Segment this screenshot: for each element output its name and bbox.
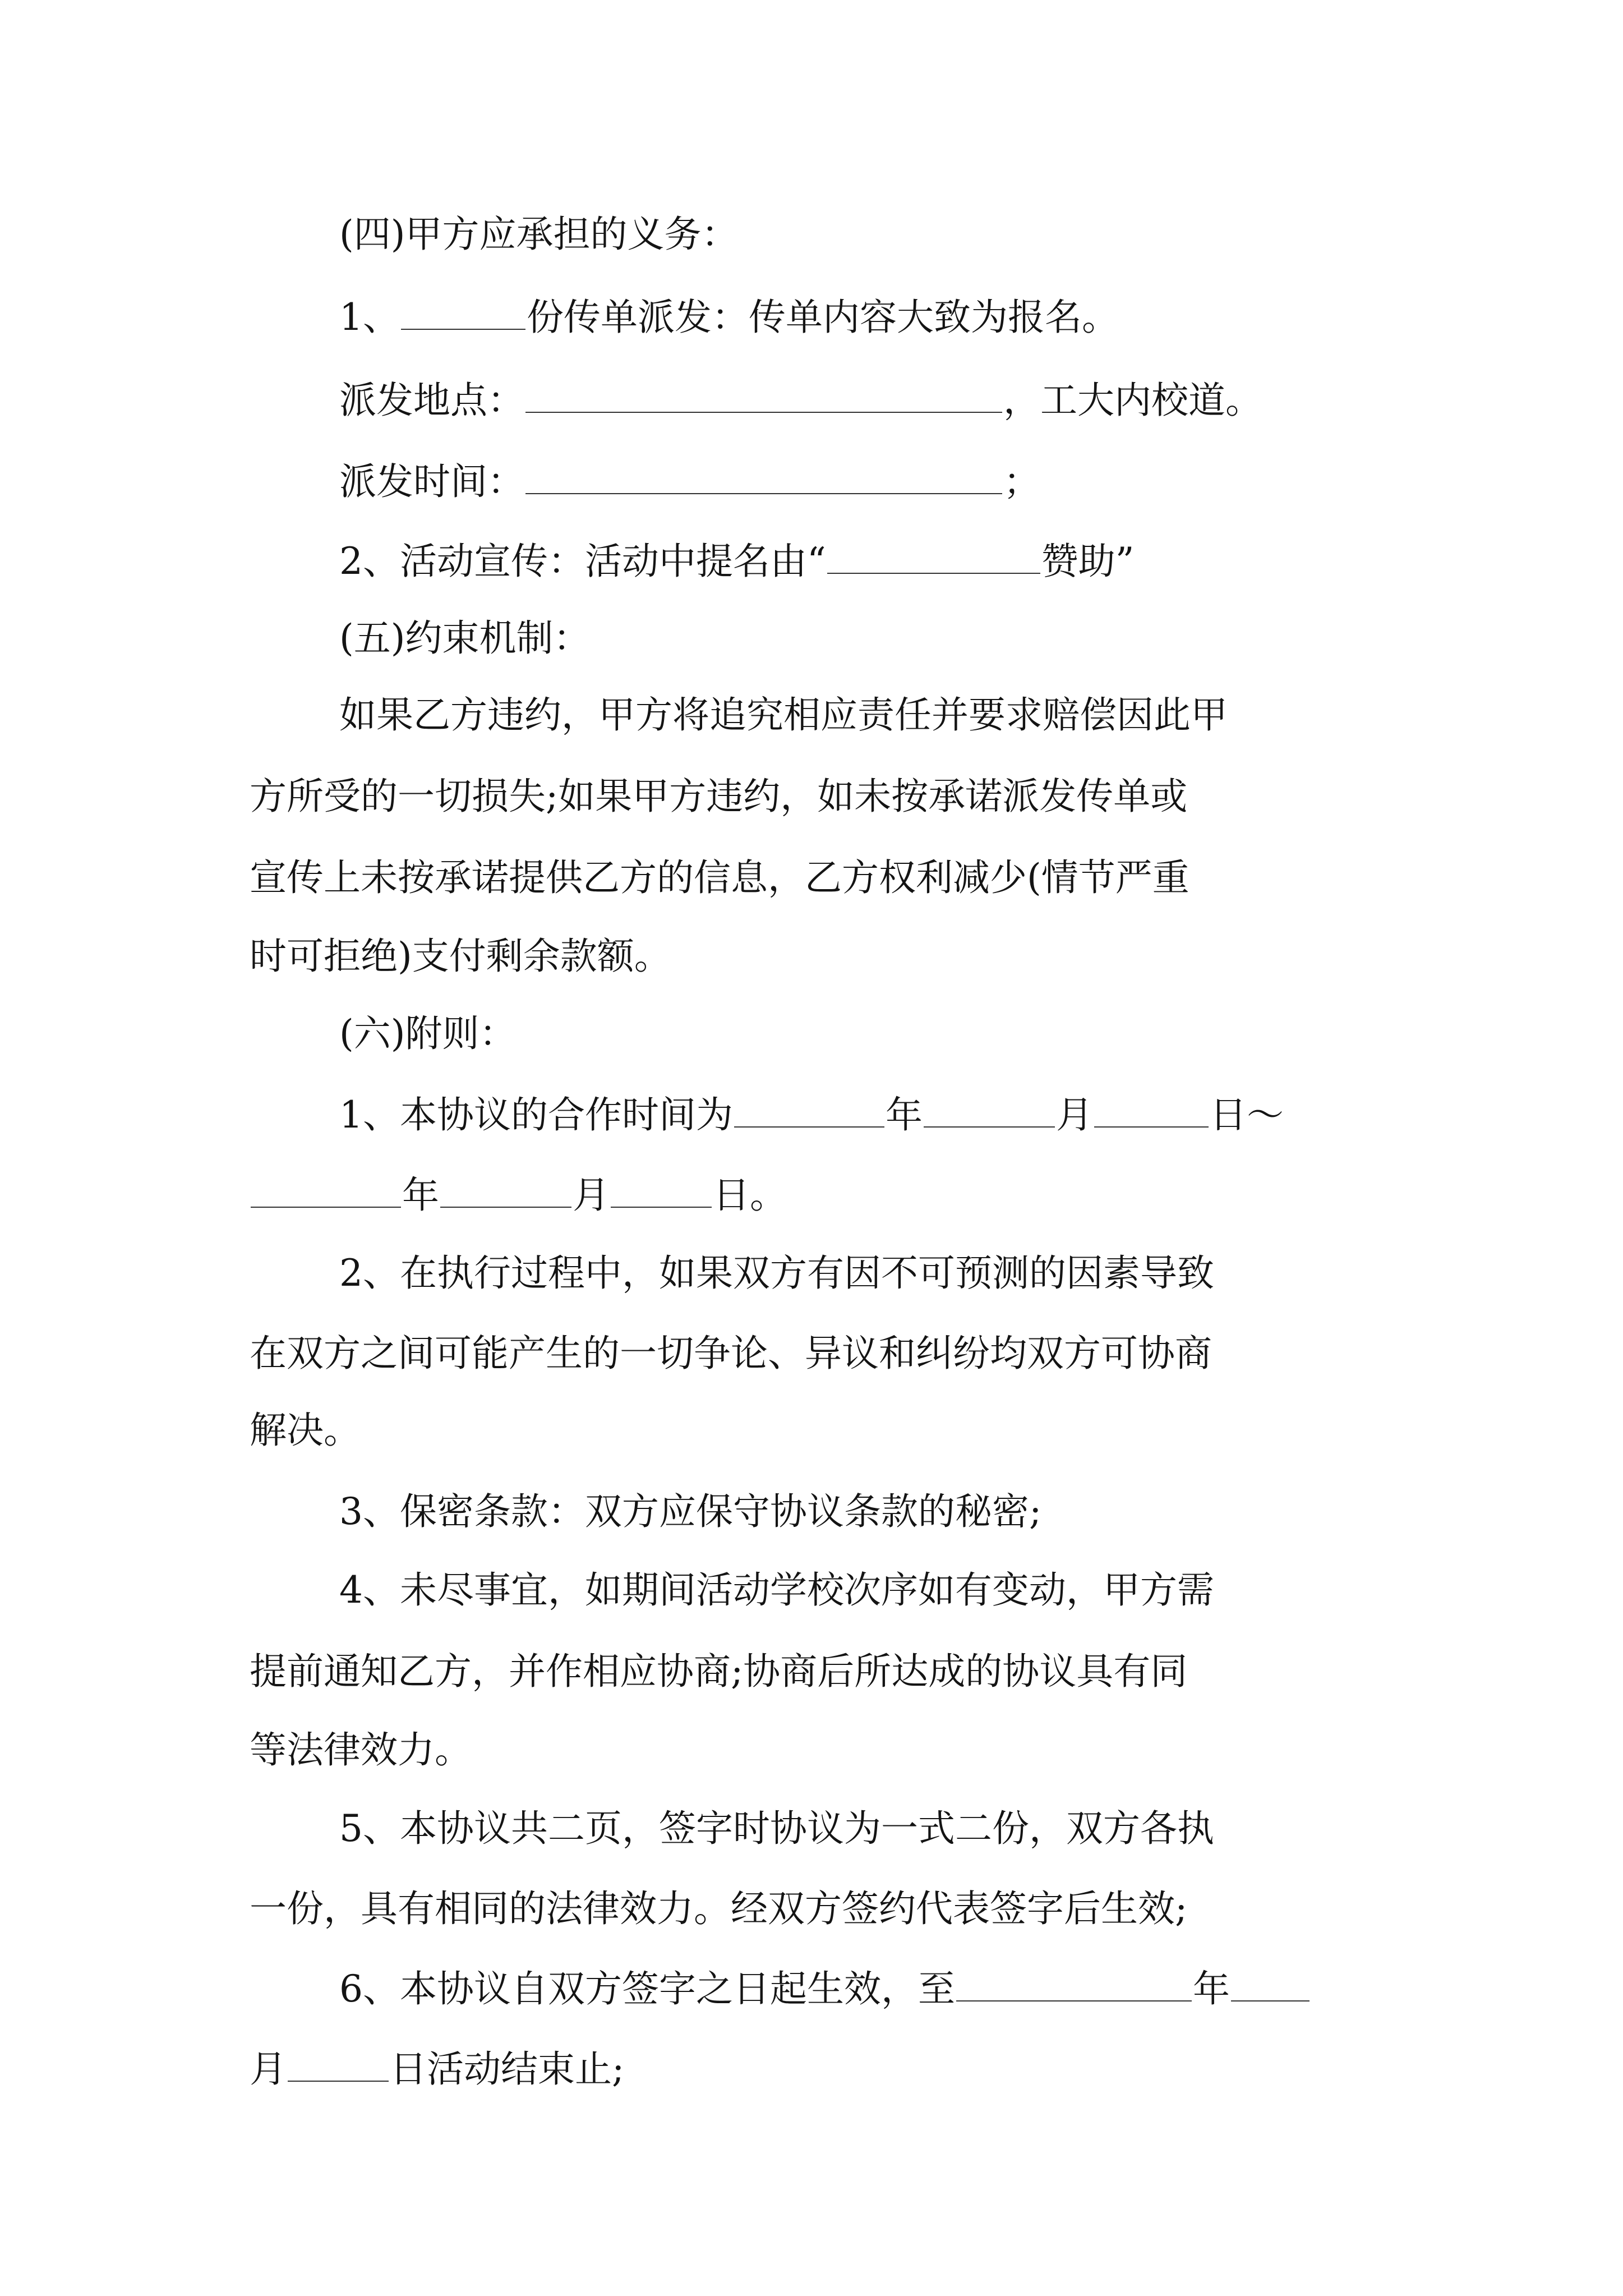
rule-6-line-1: 6、本协议自双方签字之日起生效，至 年 xyxy=(339,1963,1311,2014)
rule-5-line-1: 5、本协议共二页，签字时协议为一式二份，双方各执 xyxy=(339,1807,1214,1850)
distribution-place-line: 派发地点： ，工大内校道。 xyxy=(339,375,1262,425)
end-year-blank[interactable] xyxy=(251,1170,401,1208)
distribution-time-blank[interactable] xyxy=(525,456,1002,494)
distribution-place-blank[interactable] xyxy=(525,375,1002,413)
effective-end-year-blank[interactable] xyxy=(956,1963,1192,2001)
section-4-heading: (四)甲方应承担的义务： xyxy=(339,213,739,256)
item-2-promotion: 2、活动宣传：活动中提名由“ 赞助” xyxy=(339,536,1134,586)
section-5-heading: (五)约束机制： xyxy=(339,616,591,660)
end-month-blank[interactable] xyxy=(440,1170,571,1208)
end-day-blank[interactable] xyxy=(611,1170,712,1208)
rule-2-line-3: 解决。 xyxy=(250,1409,361,1452)
rule-4-line-3: 等法律效力。 xyxy=(250,1728,472,1772)
rule-3-confidentiality: 3、保密条款：双方应保守协议条款的秘密; xyxy=(339,1490,1042,1533)
rule-1-line-2: 年 月 日。 xyxy=(250,1170,787,1220)
section-6-heading: (六)附则： xyxy=(339,1012,517,1055)
rule-2-line-1: 2、在执行过程中，如果双方有因不可预测的因素导致 xyxy=(339,1251,1214,1295)
start-year-blank[interactable] xyxy=(734,1089,884,1128)
rule-1-line-1: 1、本协议的合作时间为 年 月 日～ xyxy=(339,1089,1284,1140)
sponsor-name-blank[interactable] xyxy=(827,536,1040,574)
rule-4-line-1: 4、未尽事宜，如期间活动学校次序如有变动，甲方需 xyxy=(339,1568,1214,1612)
flyer-count-blank[interactable] xyxy=(401,292,525,330)
breach-paragraph-line-2: 方所受的一切损失;如果甲方违约，如未按承诺派发传单或 xyxy=(250,775,1188,818)
effective-end-month-blank[interactable] xyxy=(1231,1963,1310,2001)
rule-2-line-2: 在双方之间可能产生的一切争论、异议和纠纷均双方可协商 xyxy=(250,1332,1212,1375)
breach-paragraph-line-1: 如果乙方违约，甲方将追究相应责任并要求赔偿因此甲 xyxy=(339,693,1228,737)
distribution-time-line: 派发时间： ； xyxy=(339,456,1040,507)
breach-paragraph-line-4: 时可拒绝)支付剩余款额。 xyxy=(250,935,671,978)
breach-paragraph-line-3: 宣传上未按承诺提供乙方的信息，乙方权利减少(情节严重 xyxy=(250,856,1189,899)
rule-5-line-2: 一份，具有相同的法律效力。经双方签约代表签字后生效; xyxy=(250,1887,1188,1930)
item-1-flyers: 1、 份传单派发：传单内容大致为报名。 xyxy=(339,292,1119,342)
rule-4-line-2: 提前通知乙方，并作相应协商;协商后所达成的协议具有同 xyxy=(250,1650,1188,1693)
effective-end-day-blank[interactable] xyxy=(288,2044,389,2082)
start-month-blank[interactable] xyxy=(924,1089,1055,1128)
start-day-blank[interactable] xyxy=(1094,1089,1209,1128)
rule-6-line-2: 月 日活动结束止; xyxy=(250,2044,624,2094)
